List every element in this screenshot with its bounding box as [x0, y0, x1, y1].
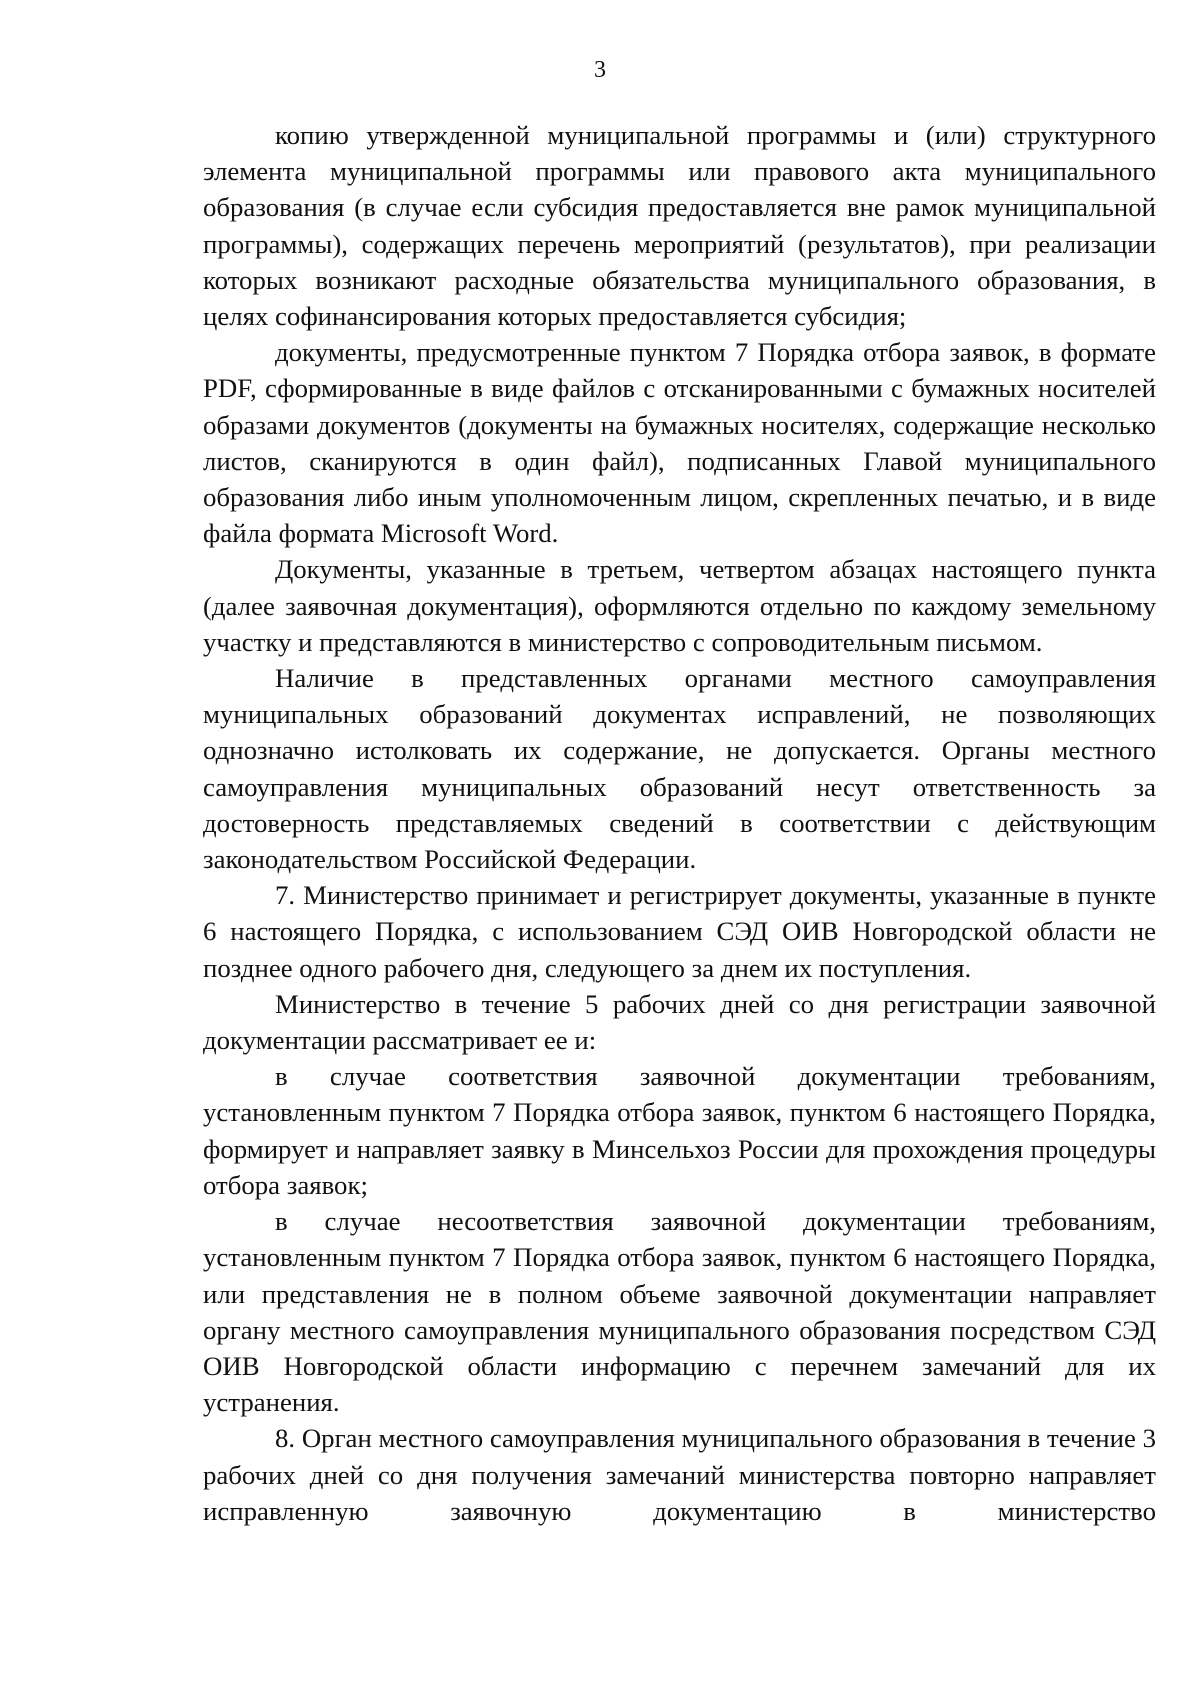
paragraph-review-period: Министерство в течение 5 рабочих дней со дня регистрации заявочной документации рассматривает ее и: [203, 988, 1156, 1056]
paragraph-municipal-program-copy: копию утвержденной муниципальной программы и (или) структурного элемента муниципальной программы или правового акта муниципального образования (в случае если субсидия предоставляется вне рамок муниципальной программы), содержащих перечень мероприятий (результатов), при реализации которых возникают расходные обязательства муниципального образования, в целях софинансирования которых предоставляется субсидия; [203, 120, 1156, 332]
paragraph-item-7-registration: 7. Министерство принимает и регистрирует документы, указанные в пункте 6 настоящего Порядка, с использованием СЭД ОИВ Новгородской области не позднее одного рабочего дня, следующего за днем их поступления. [203, 880, 1156, 983]
paragraph-documents-pdf: документы, предусмотренные пунктом 7 Порядка отбора заявок, в формате PDF, сформированные в виде файлов с отсканированными с бумажных носителей образами документов (документы на бумажных носителях, содержащие несколько листов, сканируются в один файл), подписанных Главой муниципального образования либо иным уполномоченным лицом, скрепленных печатью, и в виде файла формата Microsoft Word. [203, 337, 1156, 549]
paragraph-item-8-resubmission: 8. Орган местного самоуправления муниципального образования в течение 3 рабочих дней со дня получения замечаний министерства повторно направляет исправленную заявочную документацию в министерство [203, 1423, 1156, 1526]
paragraph-compliance-case: в случае соответствия заявочной документации требованиям, установленным пунктом 7 Порядка отбора заявок, пунктом 6 настоящего Порядка, формирует и направляет заявку в Минсельхоз России для прохождения процедуры отбора заявок; [203, 1061, 1156, 1200]
paragraph-noncompliance-case: в случае несоответствия заявочной документации требованиям, установленным пунктом 7 Порядка отбора заявок, пунктом 6 настоящего Порядка, или представления не в полном объеме заявочной документации направляет органу местного самоуправления муниципального образования посредством СЭД ОИВ Новгородской области информацию с перечнем замечаний для их устранения. [203, 1206, 1156, 1418]
page-number: 3 [594, 57, 606, 83]
paragraph-application-documentation: Документы, указанные в третьем, четвертом абзацах настоящего пункта (далее заявочная документация), оформляются отдельно по каждому земельному участку и представляются в министерство с сопроводительным письмом. [203, 554, 1156, 657]
paragraph-corrections-not-allowed: Наличие в представленных органами местного самоуправления муниципальных образований документах исправлений, не позволяющих однозначно истолковать их содержание, не допускается. Органы местного самоуправления муниципальных образований несут ответственность за достоверность представляемых сведений в соответствии с действующим законодательством Российской Федерации. [203, 663, 1156, 875]
document-body [203, 117, 1156, 1529]
